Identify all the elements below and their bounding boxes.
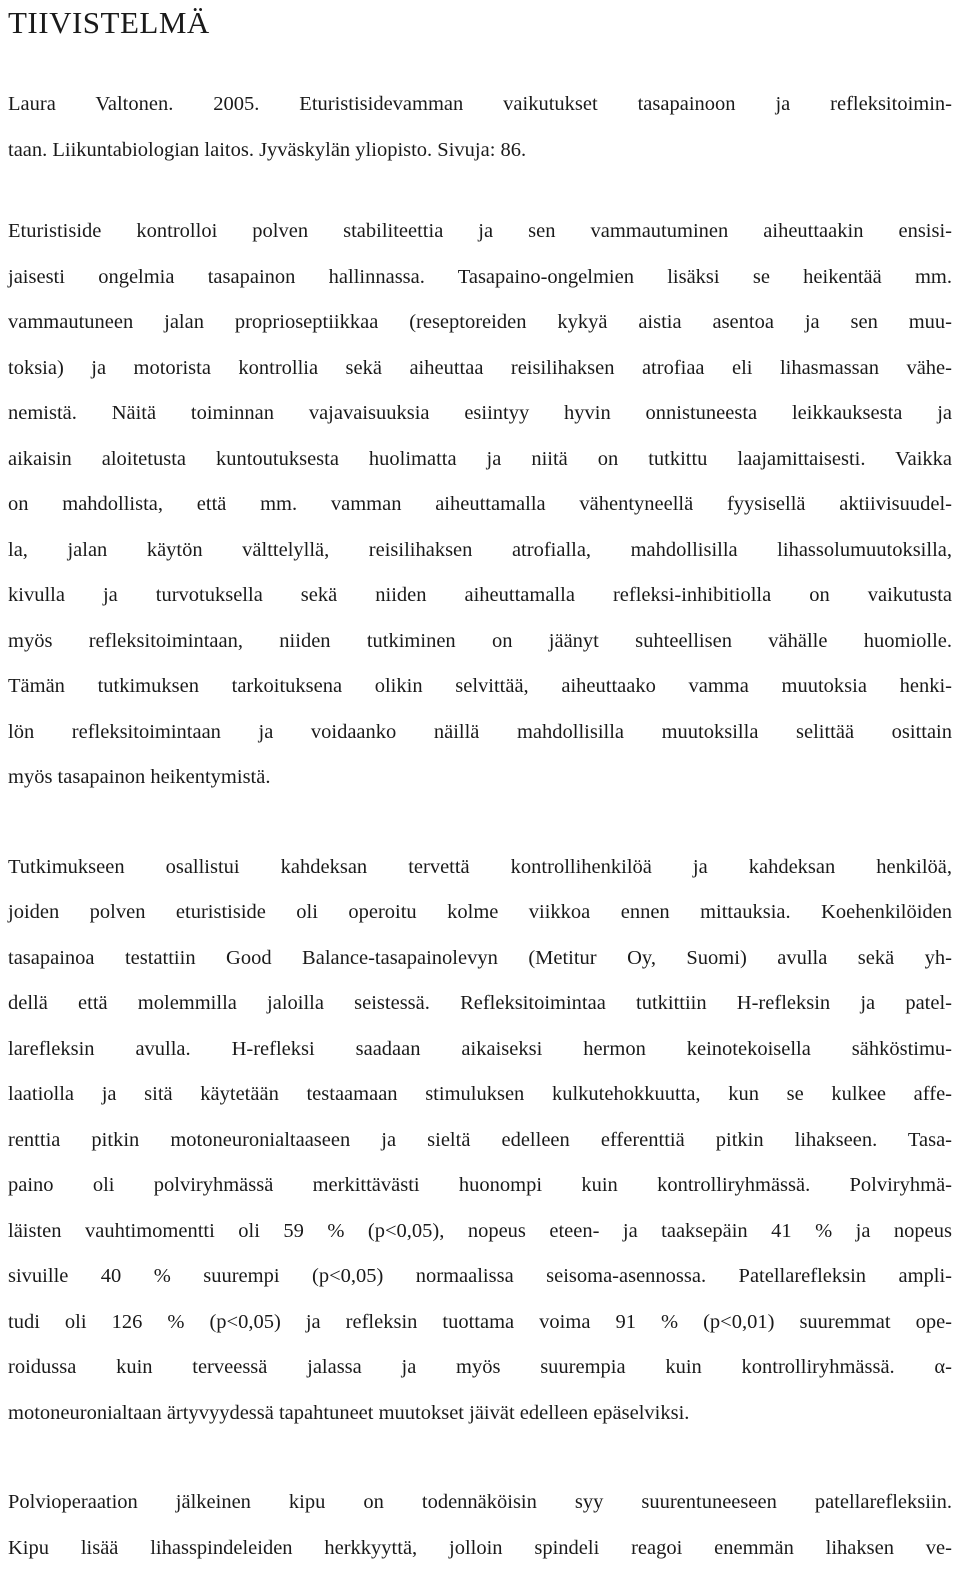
abstract-paragraph-1 — [8, 209, 952, 801]
text-line: larefleksin avulla. H-refleksi saadaan aikaiseksi hermon keinotekoisella sähköstimu- — [8, 1027, 952, 1073]
text-line: Polvioperaation jälkeinen kipu on todennäköisin syy suurentuneeseen patellarefleksiin. — [8, 1480, 952, 1526]
text-line: la, jalan käytön välttelyllä, reisilihaksen atrofialla, mahdollisilla lihassolumuutoksilla, — [8, 528, 952, 574]
text-line: läisten vauhtimomentti oli 59 % (p<0,05), nopeus eteen- ja taaksepäin 41 % ja nopeus — [8, 1209, 952, 1255]
text-line: myös tasapainon heikentymistä. — [8, 755, 952, 801]
citation-block — [8, 82, 952, 173]
text-line: joiden polven eturistiside oli operoitu kolme viikkoa ennen mittauksia. Koehenkilöiden — [8, 890, 952, 936]
text-line: tasapainoa testattiin Good Balance-tasapainolevyn (Metitur Oy, Suomi) avulla sekä yh- — [8, 936, 952, 982]
text-line: motoneuronialtaan ärtyvyydessä tapahtuneet muutokset jäivät edelleen epäselviksi. — [8, 1391, 952, 1437]
text-line: myös refleksitoimintaan, niiden tutkiminen on jäänyt suhteellisen vähälle huomiolle. — [8, 619, 952, 665]
text-line: aikaisin aloitetusta kuntoutuksesta huolimatta ja niitä on tutkittu laajamittaisesti. Vaikka — [8, 437, 952, 483]
text-line: Tutkimukseen osallistui kahdeksan tervettä kontrollihenkilöä ja kahdeksan henkilöä, — [8, 845, 952, 891]
text-line: kivulla ja turvotuksella sekä niiden aiheuttamalla refleksi-inhibitiolla on vaikutusta — [8, 573, 952, 619]
abstract-paragraph-2 — [8, 845, 952, 1437]
abstract-paragraph-3 — [8, 1480, 952, 1571]
text-line: dellä että molemmilla jaloilla seistessä. Refleksitoimintaa tutkittiin H-refleksin ja patel- — [8, 981, 952, 1027]
text-line: paino oli polviryhmässä merkittävästi huonompi kuin kontrolliryhmässä. Polviryhmä- — [8, 1163, 952, 1209]
citation-line: Laura Valtonen. 2005. Eturistisidevamman vaikutukset tasapainoon ja refleksitoimin- — [8, 82, 952, 128]
text-line: toksia) ja motorista kontrollia sekä aiheuttaa reisilihaksen atrofiaa eli lihasmassan vähe- — [8, 346, 952, 392]
citation-line: taan. Liikuntabiologian laitos. Jyväskylän yliopisto. Sivuja: 86. — [8, 128, 952, 174]
page-title: TIIVISTELMÄ — [8, 0, 952, 42]
text-line: laatiolla ja sitä käytetään testaamaan stimuluksen kulkutehokkuutta, kun se kulkee affe- — [8, 1072, 952, 1118]
text-line: renttia pitkin motoneuronialtaaseen ja sieltä edelleen efferenttiä pitkin lihakseen. Tasa- — [8, 1118, 952, 1164]
text-line: nemistä. Näitä toiminnan vajavaisuuksia esiintyy hyvin onnistuneesta leikkauksesta ja — [8, 391, 952, 437]
text-line: on mahdollista, että mm. vamman aiheuttamalla vähentyneellä fyysisellä aktiivisuudel- — [8, 482, 952, 528]
text-line: roidussa kuin terveessä jalassa ja myös suurempia kuin kontrolliryhmässä. α- — [8, 1345, 952, 1391]
text-line: lön refleksitoimintaan ja voidaanko näillä mahdollisilla muutoksilla selittää osittain — [8, 710, 952, 756]
text-line: Tämän tutkimuksen tarkoituksena olikin selvittää, aiheuttaako vamma muutoksia henki- — [8, 664, 952, 710]
text-line: jaisesti ongelmia tasapainon hallinnassa. Tasapaino-ongelmien lisäksi se heikentää mm. — [8, 255, 952, 301]
text-line: tudi oli 126 % (p<0,05) ja refleksin tuottama voima 91 % (p<0,01) suuremmat ope- — [8, 1300, 952, 1346]
text-line: vammautuneen jalan proprioseptiikkaa (reseptoreiden kykyä aistia asentoa ja sen muu- — [8, 300, 952, 346]
text-line: Kipu lisää lihasspindeleiden herkkyyttä, jolloin spindeli reagoi enemmän lihaksen ve- — [8, 1526, 952, 1571]
text-line: sivuille 40 % suurempi (p<0,05) normaalissa seisoma-asennossa. Patellarefleksin ampli- — [8, 1254, 952, 1300]
document-page — [8, 0, 952, 1571]
text-line: Eturistiside kontrolloi polven stabiliteettia ja sen vammautuminen aiheuttaakin ensisi- — [8, 209, 952, 255]
